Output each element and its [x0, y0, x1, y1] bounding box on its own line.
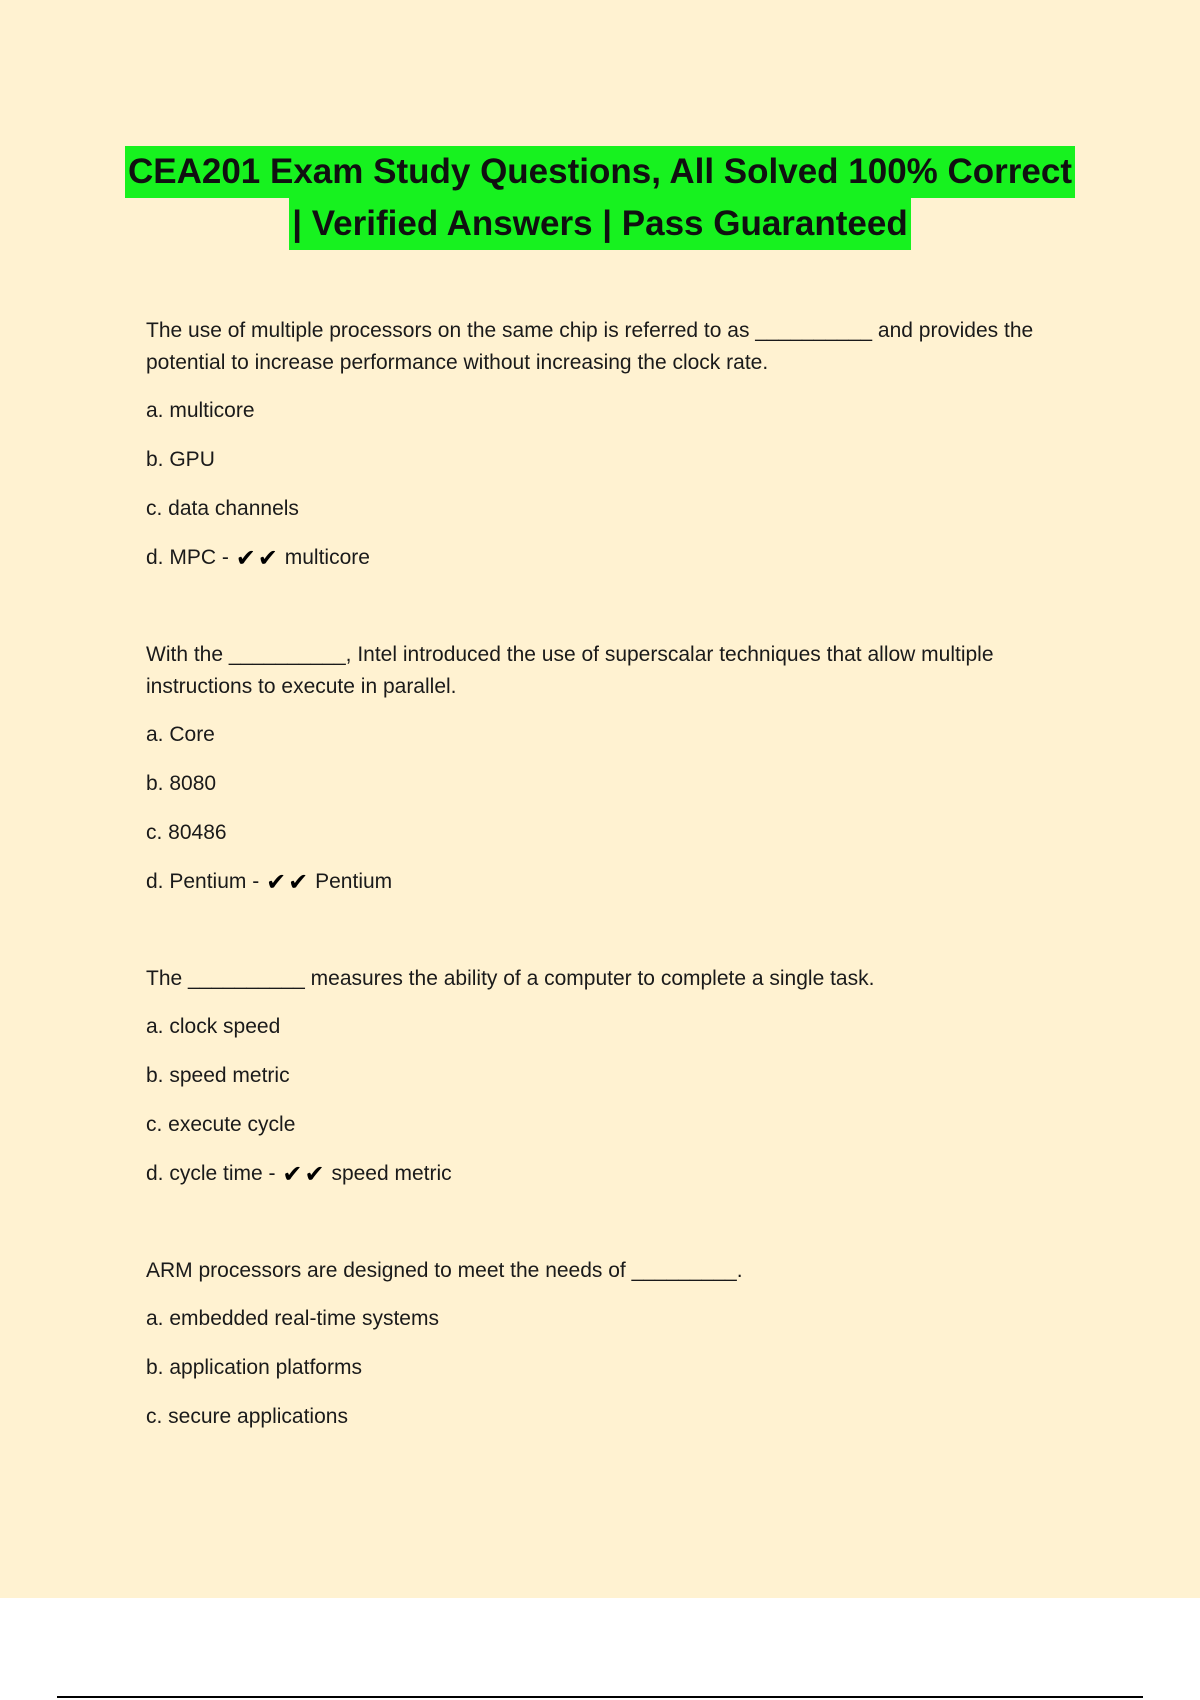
- option-b: b. application platforms: [146, 1356, 362, 1379]
- option-d-label: d. cycle time -: [146, 1162, 276, 1185]
- checkmark-icon: ✔: [288, 868, 309, 896]
- checkmark-icon: ✔: [235, 544, 256, 572]
- option-c: c. secure applications: [146, 1405, 348, 1428]
- option-b: b. 8080: [146, 772, 217, 795]
- option-a: a. clock speed: [146, 1015, 281, 1038]
- footer-divider: [57, 1696, 1143, 1698]
- question-text: ARM processors are designed to meet the needs of _________.: [146, 1259, 743, 1282]
- option-c: c. 80486: [146, 821, 227, 844]
- option-c: c. execute cycle: [146, 1113, 296, 1136]
- checkmark-icon: ✔: [266, 868, 287, 896]
- question-text: The use of multiple processors on the same chip is referred to as __________ and provides the potential to increase performance without increasing the clock rate.: [146, 319, 1034, 374]
- correct-answer: speed metric: [331, 1162, 452, 1185]
- title-line-2: | Verified Answers | Pass Guaranteed: [289, 198, 911, 250]
- question-text: With the __________, Intel introduced the use of superscalar techniques that allow multiple instructions to execute in parallel.: [146, 643, 994, 698]
- option-d-label: d. MPC -: [146, 546, 229, 569]
- option-b: b. speed metric: [146, 1064, 290, 1087]
- question-block-4: [146, 1255, 1086, 1433]
- question-block-1: [146, 315, 1086, 574]
- option-a: a. multicore: [146, 399, 255, 422]
- option-c: c. data channels: [146, 497, 299, 520]
- checkmark-icon: ✔: [282, 1160, 303, 1188]
- option-a: a. embedded real-time systems: [146, 1307, 439, 1330]
- question-block-3: [146, 963, 1086, 1190]
- option-b: b. GPU: [146, 448, 215, 471]
- question-text: The __________ measures the ability of a computer to complete a single task.: [146, 967, 875, 990]
- option-d: [146, 542, 1086, 574]
- title-line-1: CEA201 Exam Study Questions, All Solved 100% Correct: [125, 146, 1075, 198]
- checkmark-icon: ✔: [304, 1160, 325, 1188]
- option-a: a. Core: [146, 723, 215, 746]
- option-d: [146, 866, 1086, 898]
- correct-answer: multicore: [284, 546, 370, 569]
- option-d: [146, 1158, 1086, 1190]
- option-d-label: d. Pentium -: [146, 870, 260, 893]
- correct-answer: Pentium: [315, 870, 393, 893]
- document-title: [0, 146, 1200, 250]
- checkmark-icon: ✔: [257, 544, 278, 572]
- question-block-2: [146, 639, 1086, 898]
- question-list: [146, 315, 1086, 1498]
